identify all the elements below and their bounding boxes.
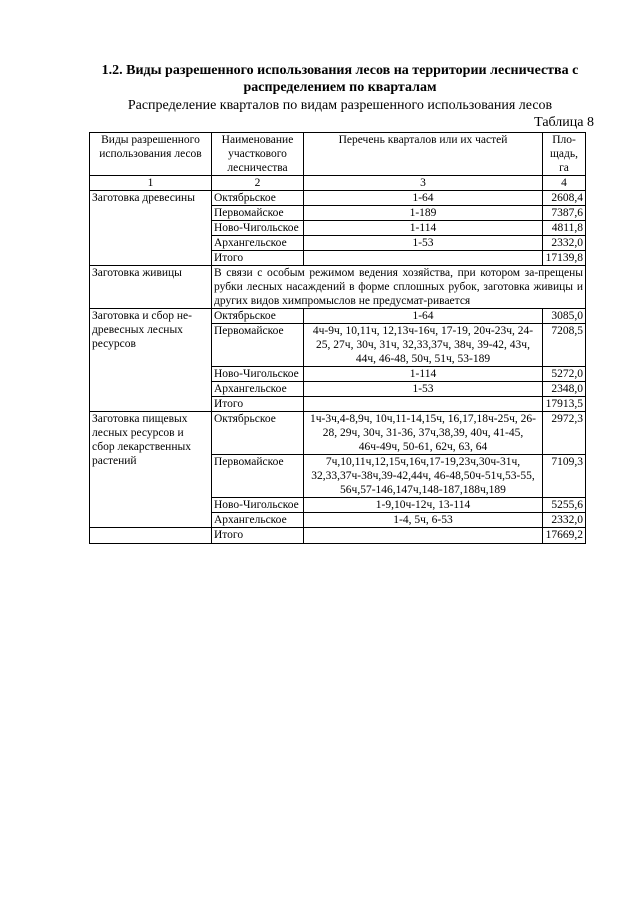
area-cell: 2972,3 — [543, 412, 586, 455]
resin-note: В связи с особым режимом ведения хозяйства, при котором за-прещены рубки лесных насаждений в форме сплошных рубок, заготовка живицы и других видов химпромыслов не предусмат-ривается — [212, 266, 586, 309]
area-cell: 7387,6 — [543, 206, 586, 221]
quarters-cell: 1-64 — [304, 309, 543, 324]
use-type-cell: Заготовка пищевых лесных ресурсов и сбор лекарственных растений — [90, 412, 212, 528]
quarters-cell: 1ч-3ч,4-8,9ч, 10ч,11-14,15ч, 16,17,18ч-25ч, 26-28, 29ч, 30ч, 31-36, 37ч,38,39, 40ч, 41-45, 46ч-49ч, 50-61, 62ч, 63, 64 — [304, 412, 543, 455]
forestry-cell: Первомайское — [212, 324, 304, 367]
area-cell: 3085,0 — [543, 309, 586, 324]
quarters-cell: 7ч,10,11ч,12,15ч,16ч,17-19,23ч,30ч-31ч, 32,33,37ч-38ч,39-42,44ч, 46-48,50ч-51ч,53-55, 56ч,57-146,147ч,148-187,188ч,189 — [304, 455, 543, 498]
area-cell: 7109,3 — [543, 455, 586, 498]
area-cell: 4811,8 — [543, 221, 586, 236]
area-cell: 2332,0 — [543, 236, 586, 251]
table-row — [90, 191, 586, 206]
quarters-cell: 1-189 — [304, 206, 543, 221]
quarters-cell: 1-9,10ч-12ч, 13-114 — [304, 498, 543, 513]
use-type-cell: Заготовка и сбор не-древесных лесных ресурсов — [90, 309, 212, 412]
area-cell: 2348,0 — [543, 382, 586, 397]
col-number: 4 — [543, 176, 586, 191]
total-label: Итого — [212, 251, 304, 266]
total-area: 17669,2 — [543, 528, 586, 544]
forestry-cell: Октябрьское — [212, 309, 304, 324]
forestry-cell: Архангельское — [212, 513, 304, 528]
forestry-cell: Октябрьское — [212, 191, 304, 206]
header-area: Пло-щадь, га — [543, 133, 586, 176]
header-quarters: Перечень кварталов или их частей — [304, 133, 543, 176]
quarters-cell: 4ч-9ч, 10,11ч, 12,13ч-16ч, 17-19, 20ч-23ч, 24-25, 27ч, 30ч, 31ч, 32,33,37ч, 38ч, 39-42, 43ч, 44ч, 46-48, 50ч, 51ч, 53-189 — [304, 324, 543, 367]
col-number: 2 — [212, 176, 304, 191]
use-type-cell: Заготовка живицы — [90, 266, 212, 309]
table-row — [90, 412, 586, 455]
header-use-type: Виды разрешенного использования лесов — [90, 133, 212, 176]
forestry-cell: Ново-Чигольское — [212, 221, 304, 236]
quarters-cell: 1-114 — [304, 367, 543, 382]
col-number: 1 — [90, 176, 212, 191]
total-area: 17139,8 — [543, 251, 586, 266]
column-number-row — [90, 176, 586, 191]
quarters-cell-empty — [304, 397, 543, 412]
total-label: Итого — [212, 528, 304, 544]
use-type-cell: Заготовка древесины — [90, 191, 212, 266]
table-label: Таблица 8 — [534, 115, 594, 130]
total-area: 17913,5 — [543, 397, 586, 412]
table-row — [90, 266, 586, 309]
quarters-cell: 1-53 — [304, 236, 543, 251]
quarters-table — [89, 132, 586, 544]
total-label: Итого — [212, 397, 304, 412]
quarters-cell-empty — [304, 251, 543, 266]
quarters-cell-empty — [304, 528, 543, 544]
area-cell: 5272,0 — [543, 367, 586, 382]
forestry-cell: Архангельское — [212, 236, 304, 251]
section-heading: 1.2. Виды разрешенного использования лесов на территории лесничества с распределением по кварталам — [101, 63, 579, 95]
total-row — [90, 528, 586, 544]
forestry-cell: Октябрьское — [212, 412, 304, 455]
forestry-cell: Архангельское — [212, 382, 304, 397]
area-cell: 7208,5 — [543, 324, 586, 367]
forestry-cell: Ново-Чигольское — [212, 367, 304, 382]
forestry-cell: Ново-Чигольское — [212, 498, 304, 513]
use-type-cell-empty — [90, 528, 212, 544]
area-cell: 2608,4 — [543, 191, 586, 206]
quarters-cell: 1-53 — [304, 382, 543, 397]
header-row — [90, 133, 586, 176]
area-cell: 2332,0 — [543, 513, 586, 528]
table-row — [90, 309, 586, 324]
header-forestry: Наименование участкового лесничества — [212, 133, 304, 176]
table-subtitle: Распределение кварталов по видам разрешенного использования лесов — [127, 98, 553, 113]
forestry-cell: Первомайское — [212, 206, 304, 221]
forestry-cell: Первомайское — [212, 455, 304, 498]
quarters-cell: 1-114 — [304, 221, 543, 236]
col-number: 3 — [304, 176, 543, 191]
area-cell: 5255,6 — [543, 498, 586, 513]
quarters-cell: 1-4, 5ч, 6-53 — [304, 513, 543, 528]
quarters-cell: 1-64 — [304, 191, 543, 206]
